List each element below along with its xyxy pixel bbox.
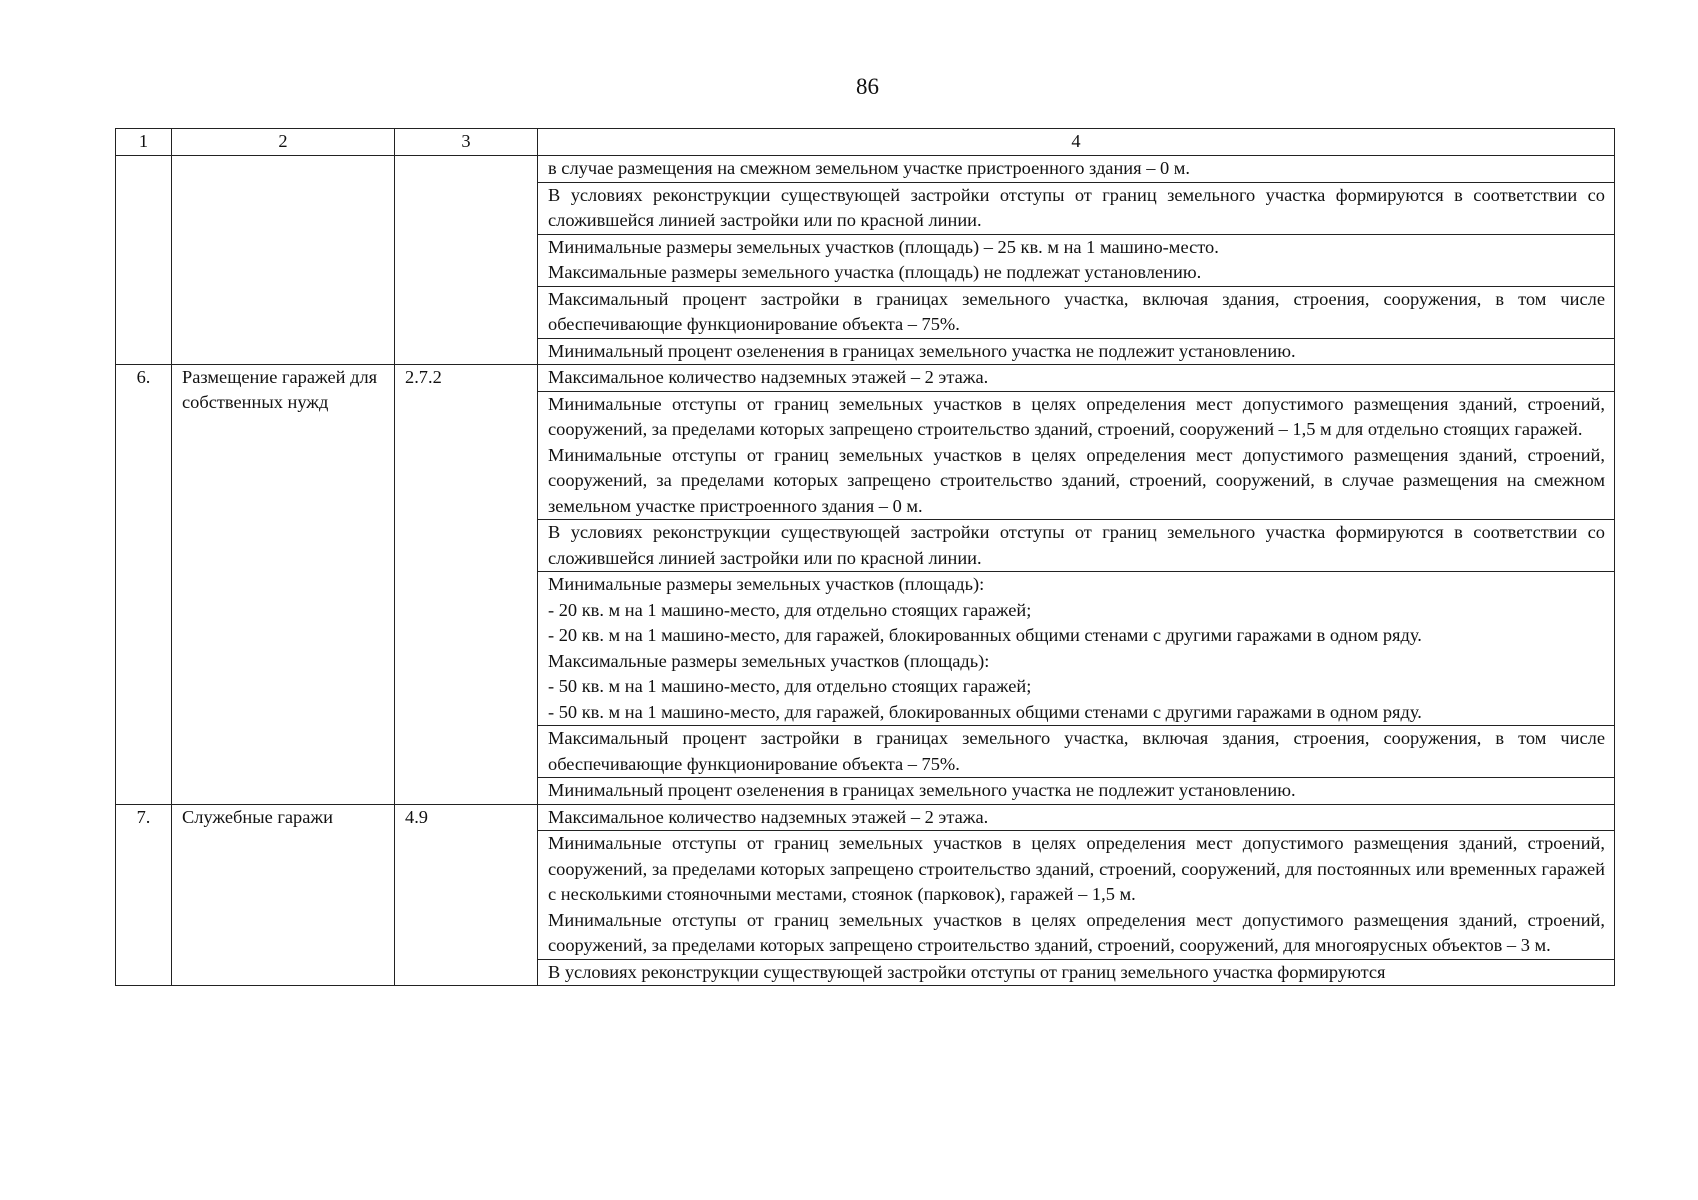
text-line: Минимальные отступы от границ земельных участков в целях определения мест допустимого размещения зданий, строений, сооружений, за пределами которых запрещено строительство зданий, строений, сооружений, для постоянных или временных гаражей с несколькими стояночными местами, стоянок (парковок), гаражей – 1,5 м. bbox=[548, 833, 1605, 904]
regulation-cell bbox=[538, 391, 1615, 520]
table-row bbox=[116, 365, 1615, 392]
page-number: 86 bbox=[856, 74, 879, 99]
regulation-cell: Максимальный процент застройки в границах земельного участка, включая здания, строения, сооружения, в том числе обеспечивающие функционирование объекта – 75%. bbox=[538, 286, 1615, 338]
column-header-1: 1 bbox=[116, 129, 172, 156]
regulation-cell: В условиях реконструкции существующей застройки отступы от границ земельного участка формируются bbox=[538, 959, 1615, 986]
column-header-4: 4 bbox=[538, 129, 1615, 156]
column-header-2: 2 bbox=[172, 129, 395, 156]
text-line: Максимальные размеры земельных участков (площадь): bbox=[548, 650, 990, 671]
regulation-cell: Максимальное количество надземных этажей – 2 этажа. bbox=[538, 365, 1615, 392]
table-row bbox=[116, 804, 1615, 831]
use-code-cell: 2.7.2 bbox=[395, 365, 538, 805]
regulation-cell: Максимальный процент застройки в границах земельного участка, включая здания, строения, сооружения, в том числе обеспечивающие функционирование объекта – 75%. bbox=[538, 726, 1615, 778]
use-code-cell bbox=[395, 156, 538, 365]
text-line: - 20 кв. м на 1 машино-место, для отдельно стоящих гаражей; bbox=[548, 599, 1032, 620]
text-line: Минимальные отступы от границ земельных участков в целях определения мест допустимого размещения зданий, строений, сооружений, за пределами которых запрещено строительство зданий, строений, сооружений, для многоярусных объектов – 3 м. bbox=[548, 909, 1605, 955]
table-header-row bbox=[116, 129, 1615, 156]
regulation-cell: в случае размещения на смежном земельном участке пристроенного здания – 0 м. bbox=[538, 156, 1615, 183]
table-row bbox=[116, 156, 1615, 183]
regulation-cell: В условиях реконструкции существующей застройки отступы от границ земельного участка формируются в соответствии со сложившейся линией застройки или по красной линии. bbox=[538, 182, 1615, 234]
row-number-cell: 7. bbox=[116, 804, 172, 986]
regulation-cell: Максимальное количество надземных этажей – 2 этажа. bbox=[538, 804, 1615, 831]
row-number-cell: 6. bbox=[116, 365, 172, 805]
text-line: - 50 кв. м на 1 машино-место, для отдельно стоящих гаражей; bbox=[548, 676, 1032, 696]
regulation-cell bbox=[538, 234, 1615, 286]
text-line: Минимальные размеры земельных участков (площадь) – 25 кв. м на 1 машино-место. bbox=[548, 236, 1219, 257]
regulation-cell: Минимальный процент озеленения в границах земельного участка не подлежит установлению. bbox=[538, 338, 1615, 365]
regulation-cell: В условиях реконструкции существующей застройки отступы от границ земельного участка формируются в соответствии со сложившейся линией застройки или по красной линии. bbox=[538, 520, 1615, 572]
row-number-cell bbox=[116, 156, 172, 365]
use-code-cell: 4.9 bbox=[395, 804, 538, 986]
text-line: Минимальные отступы от границ земельных участков в целях определения мест допустимого размещения зданий, строений, сооружений, за пределами которых запрещено строительство зданий, строений, сооружений – 1,5 м для отдельно стоящих гаражей. bbox=[548, 393, 1605, 439]
text-line: - 50 кв. м на 1 машино-место, для гаражей, блокированных общими стенами с другими гаражами в одном ряду. bbox=[548, 701, 1422, 722]
text-line: Максимальные размеры земельного участка (площадь) не подлежат установлению. bbox=[548, 262, 1202, 282]
regulation-cell: Минимальный процент озеленения в границах земельного участка не подлежит установлению. bbox=[538, 778, 1615, 805]
regulation-cell bbox=[538, 572, 1615, 726]
regulation-cell bbox=[538, 831, 1615, 960]
permitted-use-cell: Служебные гаражи bbox=[172, 804, 395, 986]
text-line: - 20 кв. м на 1 машино-место, для гаражей, блокированных общими стенами с другими гаражами в одном ряду. bbox=[548, 625, 1422, 645]
regulations-table bbox=[115, 128, 1615, 986]
text-line: Минимальные отступы от границ земельных участков в целях определения мест допустимого размещения зданий, строений, сооружений, за пределами которых запрещено строительство зданий, строений, сооружений, в случае размещения на смежном земельном участке пристроенного здания – 0 м. bbox=[548, 444, 1605, 516]
column-header-3: 3 bbox=[395, 129, 538, 156]
text-line: Минимальные размеры земельных участков (площадь): bbox=[548, 574, 985, 594]
table-body bbox=[116, 129, 1615, 986]
permitted-use-cell bbox=[172, 156, 395, 365]
permitted-use-cell: Размещение гаражей для собственных нужд bbox=[172, 365, 395, 805]
